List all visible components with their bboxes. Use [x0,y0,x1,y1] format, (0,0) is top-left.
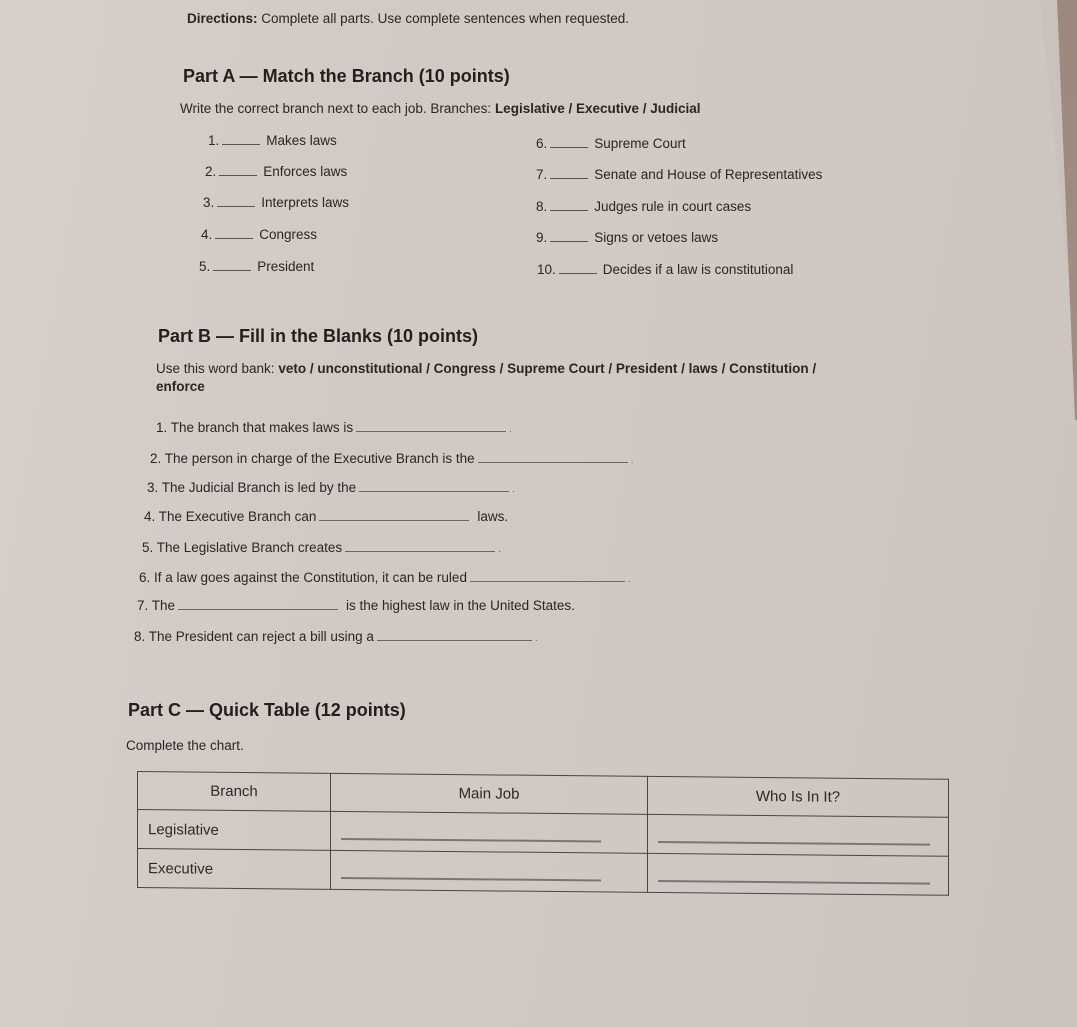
answer-blank[interactable] [658,841,930,846]
part-a-title: Part A — Match the Branch (10 points) [183,66,510,86]
answer-blank[interactable] [550,229,588,242]
item-number: 3. [203,195,215,210]
answer-blank[interactable] [213,258,251,271]
column-header-branch: Branch [138,772,331,812]
fill-item-4 [144,508,508,524]
part-b-title: Part B — Fill in the Blanks (10 points) [158,326,479,346]
column-header-who: Who Is In It? [648,776,949,817]
table-row [138,849,949,896]
sentence-end: is the highest law in the United States. [346,598,575,613]
sentence-start: 8. The President can reject a bill using a [134,629,374,644]
branch-cell: Legislative [138,810,331,851]
match-item-8 [536,198,751,214]
answer-blank[interactable] [217,194,255,207]
match-item-7 [536,166,822,182]
part-b-instruction [156,361,816,376]
match-item-3 [203,194,349,210]
answer-blank[interactable] [658,880,930,885]
item-number: 7. [536,167,548,182]
part-a-instruction-text: Write the correct branch next to each job. Branches: [180,101,492,116]
sentence-start: 3. The Judicial Branch is led by the [147,480,357,495]
sentence-start: 4. The Executive Branch can [144,509,317,524]
sentence-end: . [509,424,512,435]
match-item-2 [205,163,347,179]
match-item-9 [536,229,718,245]
item-number: 8. [536,199,548,214]
answer-blank[interactable] [470,569,625,582]
fill-item-2 [150,450,633,466]
answer-blank[interactable] [178,597,338,610]
directions-label: Directions: [187,11,258,26]
sentence-end: . [627,574,631,585]
directions [187,11,629,26]
sentence-end: . [534,633,538,644]
item-number: 1. [208,133,220,148]
item-number: 2. [205,164,217,179]
directions-text: Complete all parts. Use complete sentences when requested. [261,11,629,26]
sentence-end: . [498,544,501,555]
item-number: 4. [201,227,213,242]
word-bank-last-word: enforce [156,379,205,394]
item-number: 9. [536,230,548,245]
match-item-5 [199,258,314,274]
branch-table [137,771,949,896]
answer-blank[interactable] [359,479,509,492]
answer-blank[interactable] [559,261,597,274]
fill-item-5 [142,539,501,555]
item-text: Judges rule in court cases [594,199,752,214]
answer-blank[interactable] [341,838,601,843]
answer-blank[interactable] [550,135,588,148]
answer-blank[interactable] [345,539,495,552]
fill-item-6 [139,569,631,585]
sentence-start: 7. The [137,598,176,613]
answer-blank[interactable] [219,163,257,176]
sentence-start: 6. If a law goes against the Constitution, it can be ruled [139,570,467,585]
fill-item-1 [156,419,512,435]
item-number: 6. [536,136,548,151]
item-text: Decides if a law is constitutional [602,262,794,277]
part-c-title: Part C — Quick Table (12 points) [128,700,406,720]
item-text: President [257,259,315,274]
who-cell[interactable] [648,814,949,856]
fill-item-8 [134,628,538,644]
item-text: Senate and House of Representatives [594,167,823,182]
part-c-instruction: Complete the chart. [126,738,244,753]
item-number: 5. [199,259,211,274]
answer-blank[interactable] [215,226,253,239]
sentence-start: 2. The person in charge of the Executive Branch is the [150,451,475,466]
item-text: Enforces laws [263,164,348,179]
answer-blank[interactable] [319,508,469,521]
branch-cell: Executive [138,849,331,890]
item-number: 10. [537,262,556,277]
sentence-end: . [512,484,515,495]
part-b-instruction-text: Use this word bank: [156,361,275,376]
answer-blank[interactable] [550,166,588,179]
main-job-cell[interactable] [331,850,648,892]
item-text: Supreme Court [594,136,686,151]
word-bank: veto / unconstitutional / Congress / Supreme Court / President / laws / Constitution / [278,361,817,376]
answer-blank[interactable] [377,628,532,641]
answer-blank[interactable] [222,132,260,145]
fill-item-3 [147,479,515,495]
item-text: Makes laws [266,133,337,148]
answer-blank[interactable] [478,450,628,463]
part-a-instruction [180,101,701,116]
item-text: Interprets laws [261,195,350,210]
sentence-start: 5. The Legislative Branch creates [142,540,343,555]
branches-list: Legislative / Executive / Judicial [494,101,701,116]
answer-blank[interactable] [550,198,588,211]
fill-item-7 [137,597,575,613]
answer-blank[interactable] [356,419,506,432]
sentence-end: . [630,455,634,466]
match-item-6 [536,135,686,151]
column-header-main-job: Main Job [331,773,648,814]
main-job-cell[interactable] [331,811,648,853]
answer-blank[interactable] [341,877,601,882]
sentence-start: 1. The branch that makes laws is [156,420,354,435]
who-cell[interactable] [648,853,949,895]
item-text: Congress [259,227,318,242]
sentence-end: laws. [477,509,509,524]
match-item-1 [208,132,337,148]
match-item-10 [537,261,793,277]
word-bank-continued [156,379,205,394]
match-item-4 [201,226,317,242]
item-text: Signs or vetoes laws [594,230,719,245]
